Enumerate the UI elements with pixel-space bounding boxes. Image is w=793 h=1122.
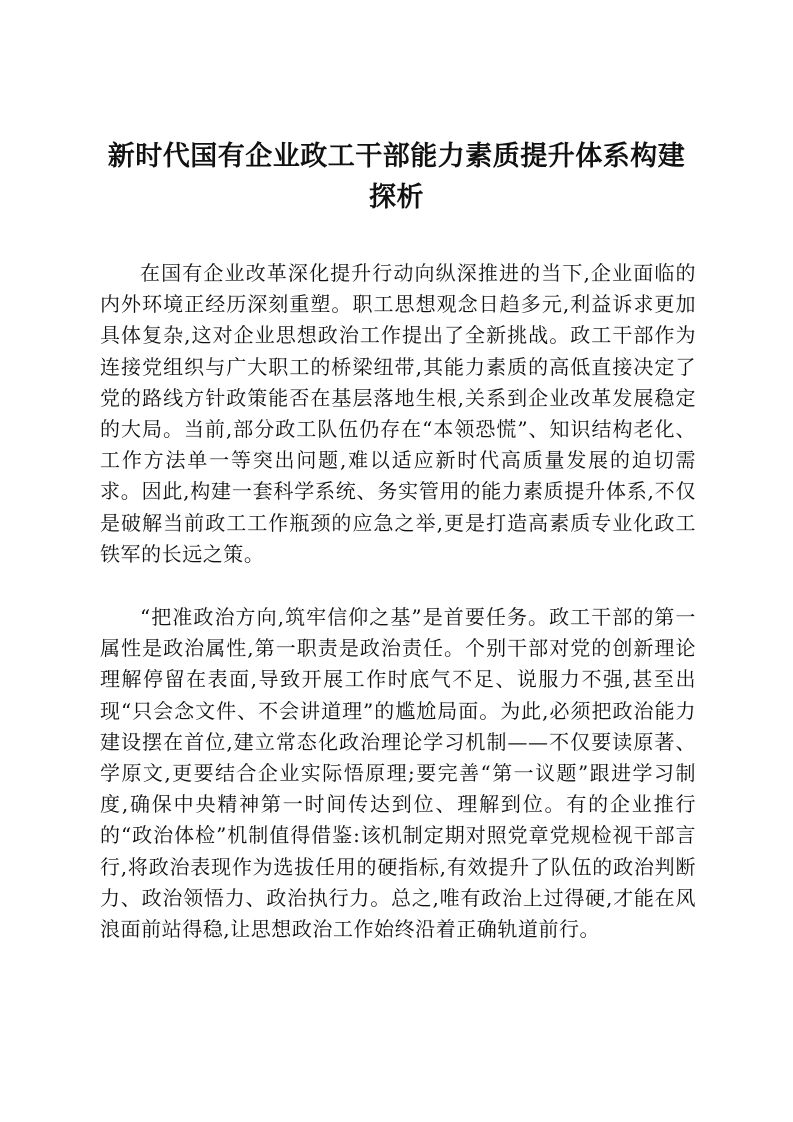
paragraph-2: “把准政治方向,筑牢信仰之基”是首要任务。政工干部的第一属性是政治属性,第一职责是政治责任。个别干部对党的创新理论理解停留在表面,导致开展工作时底气不足、说服力不强,甚至出现“只会念文件、不会讲道理”的尴尬局面。为此,必须把政治能力建设摆在首位,建立常态化政治理论学习机制——不仅要读原著、学原文,更要结合企业实际悟原理;要完善“第一议题”跟进学习制度,确保中央精神第一时间传达到位、理解到位。有的企业推行的“政治体检”机制值得借鉴:该机制定期对照党章党规检视干部言行,将政治表现作为选拔任用的硬指标,有效提升了队伍的政治判断力、政治领悟力、政治执行力。总之,唯有政治上过得硬,才能在风浪面前站得稳,让思想政治工作始终沿着正确轨道前行。 xyxy=(100,605,696,942)
paragraph-1: 在国有企业改革深化提升行动向纵深推进的当下,企业面临的内外环境正经历深刻重塑。职工思想观念日趋多元,利益诉求更加具体复杂,这对企业思想政治工作提出了全新挑战。政工干部作为连接党组织与广大职工的桥梁纽带,其能力素质的高低直接决定了党的路线方针政策能否在基层落地生根,关系到企业改革发展稳定的大局。当前,部分政工队伍仍存在“本领恐慌”、知识结构老化、工作方法单一等突出问题,难以适应新时代高质量发展的迫切需求。因此,构建一套科学系统、务实管用的能力素质提升体系,不仅是破解当前政工工作瓶颈的应急之举,更是打造高素质专业化政工铁军的长远之策。 xyxy=(100,261,696,566)
document-title: 新时代国有企业政工干部能力素质提升体系构建探析 xyxy=(107,141,686,213)
